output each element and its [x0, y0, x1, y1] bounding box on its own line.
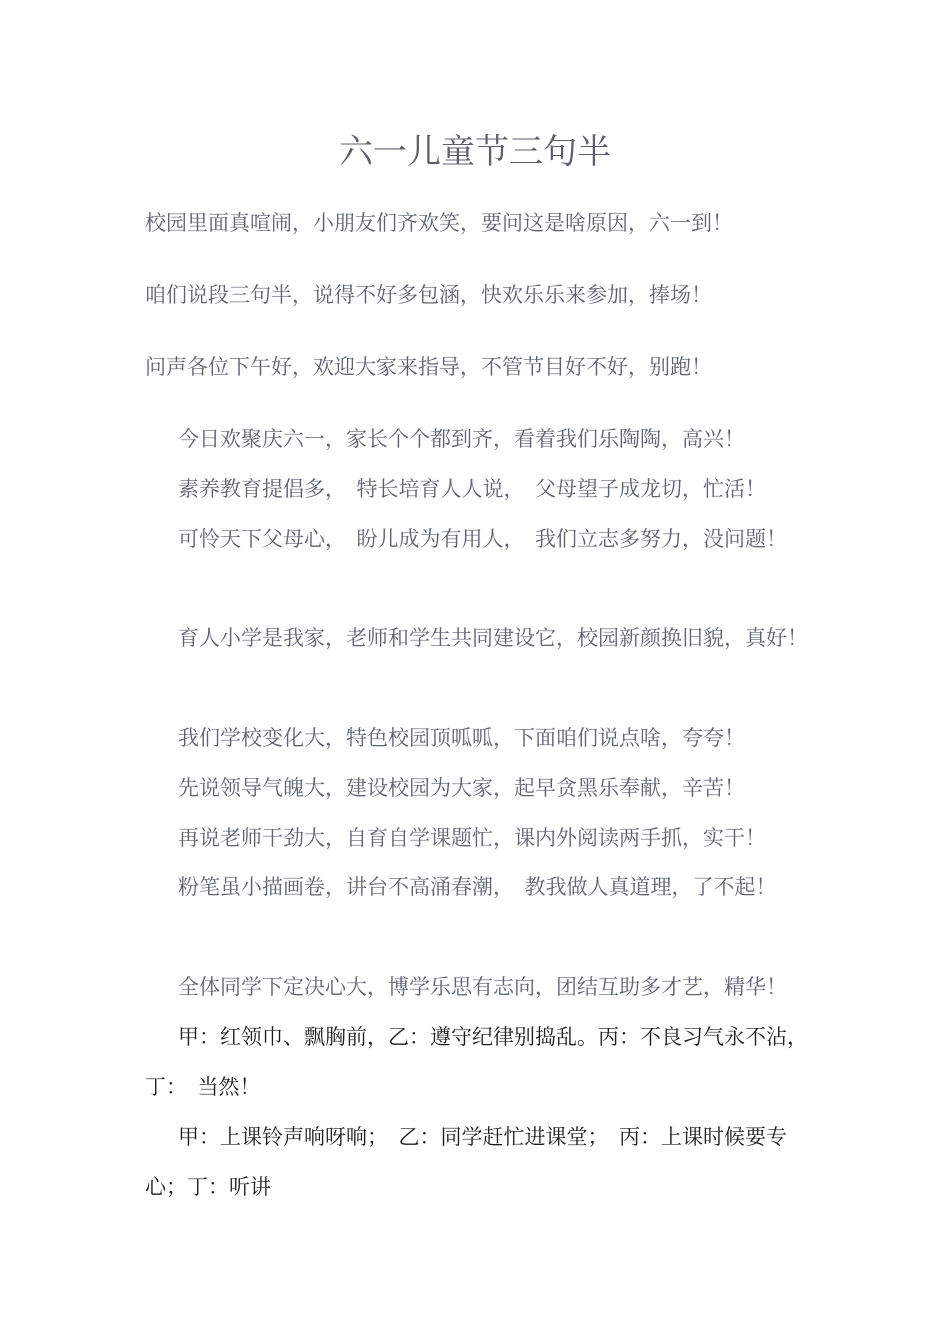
paragraph-12: 全体同学下定决心大，博学乐思有志向，团结互助多才艺，精华！ [178, 975, 787, 999]
paragraph-2: 咱们说段三句半，说得不好多包涵，快欢乐乐来参加，捧场！ [145, 283, 712, 307]
paragraph-13: 甲：红领巾、飘胸前，乙：遵守纪律别捣乱。丙：不良习气永不沾， 丁： 当然！ [145, 1025, 819, 1099]
paragraph-6: 可怜天下父母心， 盼儿成为有用人， 我们立志多努力，没问题！ [178, 527, 787, 551]
paragraph-5: 素养教育提倡多， 特长培育人人说， 父母望子成龙切，忙活！ [178, 477, 766, 501]
paragraph-9: 先说领导气魄大，建设校园为大家，起早贪黑乐奉献，辛苦！ [178, 776, 745, 800]
paragraph-8: 我们学校变化大，特色校园顶呱呱，下面咱们说点啥，夸夸！ [178, 726, 745, 750]
paragraph-4: 今日欢聚庆六一，家长个个都到齐，看着我们乐陶陶，高兴！ [178, 427, 745, 451]
paragraph-14: 甲：上课铃声响呀响； 乙：同学赶忙进课堂； 丙：上课时候要专心；丁：听讲 [145, 1125, 787, 1199]
page-title: 六一儿童节三句半 [339, 132, 611, 172]
paragraph-10: 再说老师干劲大，自育自学课题忙，课内外阅读两手抓，实干！ [178, 826, 766, 850]
paragraph-11: 粉笔虽小描画卷，讲台不高涌春潮， 教我做人真道理，了不起！ [178, 875, 777, 899]
paragraph-7: 育人小学是我家，老师和学生共同建设它，校园新颜换旧貌，真好！ [178, 626, 808, 650]
paragraph-3: 问声各位下午好，欢迎大家来指导，不管节目好不好，别跑！ [145, 355, 712, 379]
paragraph-1: 校园里面真喧闹，小朋友们齐欢笑，要问这是啥原因，六一到！ [145, 211, 733, 235]
